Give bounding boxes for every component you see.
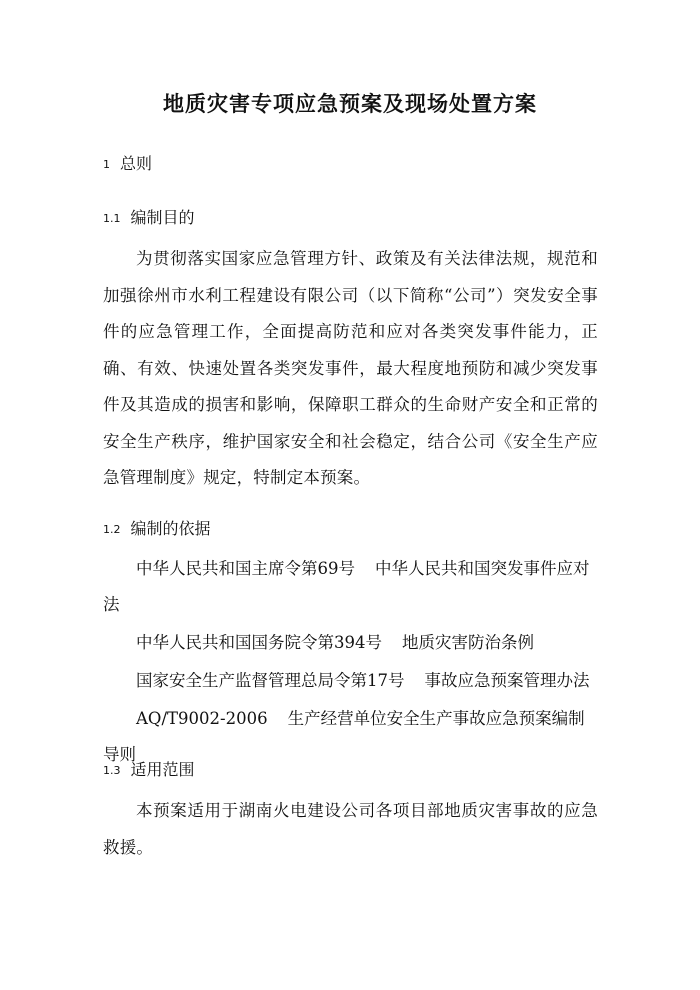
basis-name: 中华人民共和国突发事件应对法 — [103, 559, 590, 614]
basis-code: 国家安全生产监督管理总局令第17号 — [136, 671, 405, 690]
basis-list — [103, 551, 598, 775]
basis-name: 生产经营单位安全生产事故应急预案编制导则 — [103, 709, 585, 764]
section-number: 1.3 — [103, 764, 121, 777]
section-heading-1-2 — [103, 516, 211, 539]
section-number: 1.2 — [103, 523, 121, 536]
basis-code: 中华人民共和国主席令第69号 — [136, 559, 355, 578]
basis-name: 地质灾害防治条例 — [402, 633, 534, 652]
basis-item — [103, 663, 598, 699]
basis-item — [103, 625, 598, 661]
section-heading-1-1 — [103, 205, 195, 228]
section-title: 编制目的 — [130, 208, 195, 227]
basis-code: AQ/T9002-2006 — [136, 709, 268, 728]
section-title: 总则 — [120, 154, 153, 173]
basis-item — [103, 551, 598, 623]
section-title: 适用范围 — [130, 760, 195, 779]
document-title: 地质灾害专项应急预案及现场处置方案 — [163, 91, 537, 116]
section-heading-1-3 — [103, 757, 195, 780]
section-number: 1 — [103, 158, 110, 171]
scope-paragraph: 本预案适用于湖南火电建设公司各项目部地质灾害事故的应急救援。 — [103, 801, 598, 857]
section-title: 编制的依据 — [130, 519, 211, 538]
basis-name: 事故应急预案管理办法 — [424, 671, 590, 690]
purpose-paragraph: 为贯彻落实国家应急管理方针、政策及有关法律法规，规范和加强徐州市水利工程建设有限公司（以下简称“公司”）突发安全事件的应急管理工作，全面提高防范和应对各类突发事件能力，正确、有效、快速处置各类突发事件，最大程度地预防和减少突发事件及其造成的损害和影响，保障职工群众的生命财产安全和正常的安全生产秩序，维护国家安全和社会稳定，结合公司《安全生产应急管理制度》规定，特制定本预案。 — [103, 249, 598, 487]
section-heading-1 — [103, 151, 152, 174]
section-number: 1.1 — [103, 212, 121, 225]
basis-code: 中华人民共和国国务院令第394号 — [136, 633, 382, 652]
